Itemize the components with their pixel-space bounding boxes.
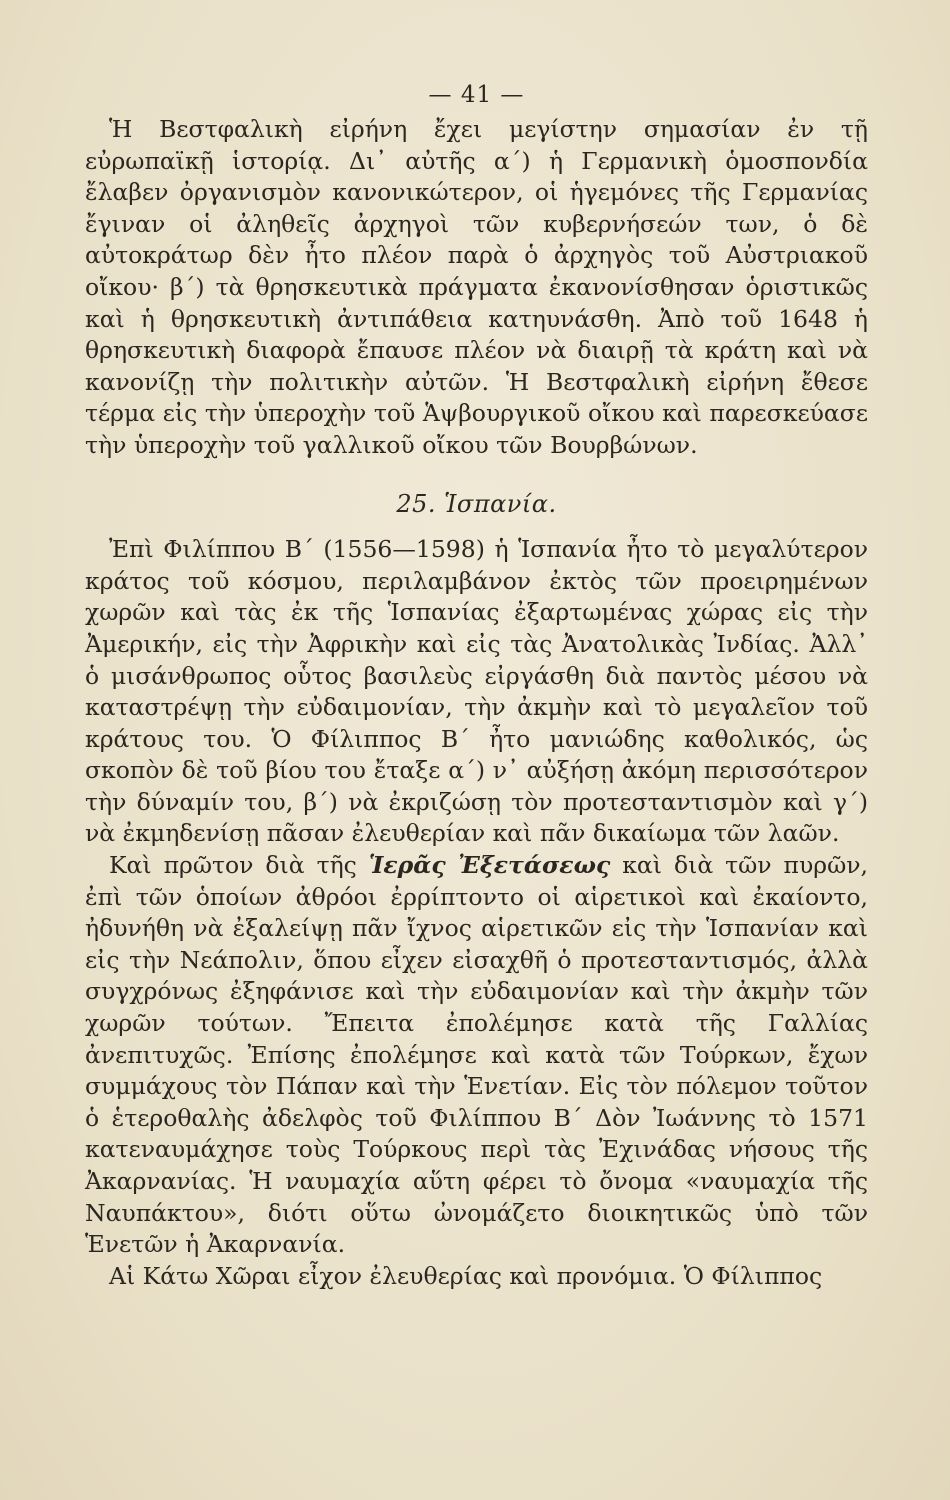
page-number: — 41 — xyxy=(428,82,525,108)
paragraph-inquisition-rest: καὶ διὰ τῶν πυρῶν, ἐπὶ τῶν ὁποίων ἀθρόοι ἐρρίπτοντο οἱ αἱρετικοὶ καὶ ἐκαίοντο, ἠδυνήθη νὰ ἐξαλείψῃ πᾶν ἴχνος αἱρετικῶν εἰς τὴν Ἱσπανίαν καὶ εἰς τὴν Νεάπολιν, ὅπου εἶχεν εἰσαχθῆ ὁ προτεσταντισμός, ἀλλὰ συγχρόνως ἐξηφάνισε καὶ τὴν εὐδαιμονίαν καὶ τὴν ἀκμὴν τῶν χωρῶν τούτων. Ἔπειτα ἐπολέμησε κατὰ τῆς Γαλλίας ἀνεπιτυχῶς. Ἐπίσης ἐπολέμησε καὶ κατὰ τῶν Τούρκων, ἔχων συμμάχους τὸν Πάπαν καὶ τὴν Ἑνετίαν. Εἰς τὸν πόλεμον τοῦτον ὁ ἑτεροθαλὴς ἀδελφὸς τοῦ Φιλίππου Β΄ Δὸν Ἰωάννης τὸ 1571 κατεναυμάχησε τοὺς Τούρκους περὶ τὰς Ἐχινάδας νήσους τῆς Ἀκαρνανίας. Ἡ ναυμαχία αὕτη φέρει τὸ ὄνομα «ναυμαχία τῆς Ναυπάκτου», διότι οὕτω ὠνομάζετο διοικητικῶς ὑπὸ τῶν Ἑνετῶν ἡ Ἀκαρνανία. xyxy=(85,851,869,1259)
section-heading: 25. Ἱσπανία. xyxy=(396,489,557,518)
holy-inquisition-emphasis: Ἱερᾶς Ἐξετάσεως xyxy=(368,851,611,880)
paragraph-philip-ii: Ἐπὶ Φιλίππου Β΄ (1556—1598) ἡ Ἱσπανία ἦτο τὸ μεγαλύτερον κράτος τοῦ κόσμου, περιλαμβάνον ἐκτὸς τῶν προειρημένων χωρῶν καὶ τὰς ἐκ τῆς Ἱσπανίας ἐξαρτωμένας χώρας εἰς τὴν Ἀμερικήν, εἰς τὴν Ἀφρικὴν καὶ εἰς τὰς Ἀνατολικὰς Ἰνδίας. Ἀλλ᾽ ὁ μισάνθρωπος οὗτος βασιλεὺς εἰργάσθη διὰ παντὸς μέσου νὰ καταστρέψῃ τὴν εὐδαιμονίαν, τὴν ἀκμὴν καὶ τὸ μεγαλεῖον τοῦ κράτους του. Ὁ Φίλιππος Β΄ ἦτο μανιώδης καθολικός, ὡς σκοπὸν δὲ τοῦ βίου του ἔταξε α΄) ν᾽ αὐξήσῃ ἀκόμη περισσότερον τὴν δύναμίν του, β΄) νὰ ἐκριζώσῃ τὸν προτεσταντισμὸν καὶ γ΄) νὰ ἐκμηδενίσῃ πᾶσαν ἐλευθερίαν καὶ πᾶν δικαίωμα τῶν λαῶν. xyxy=(85,535,868,848)
paragraph-inquisition xyxy=(85,850,868,1261)
paragraph-low-countries: Αἱ Κάτω Χῶραι εἶχον ἐλευθερίας καὶ προνόμια. Ὁ Φίλιππος xyxy=(109,1261,823,1290)
paragraph-inquisition-start: Καὶ πρῶτον διὰ τῆς xyxy=(109,851,369,880)
paragraph-westphalia: Ἡ Βεστφαλικὴ εἰρήνη ἔχει μεγίστην σημασίαν ἐν τῇ εὐρωπαϊκῇ ἱστορίᾳ. Δι᾽ αὐτῆς α΄) ἡ Γερμανικὴ ὁμοσπονδία ἔλαβεν ὀργανισμὸν κανονικώτερον, οἱ ἡγεμόνες τῆς Γερμανίας ἔγιναν οἱ ἀληθεῖς ἀρχηγοὶ τῶν κυβερνήσεών των, ὁ δὲ αὐτοκράτωρ δὲν ἦτο πλέον παρὰ ὁ ἀρχηγὸς τοῦ Αὐστριακοῦ οἴκου· β΄) τὰ θρησκευτικὰ πράγματα ἐκανονίσθησαν ὁριστικῶς καὶ ἡ θρησκευτικὴ ἀντιπάθεια κατηυνάσθη. Ἀπὸ τοῦ 1648 ἡ θρησκευτικὴ διαφορὰ ἔπαυσε πλέον νὰ διαιρῇ τὰ κράτη καὶ νὰ κανονίζῃ τὴν πολιτικὴν αὐτῶν. Ἡ Βεστφαλικὴ εἰρήνη ἔθεσε τέρμα εἰς τὴν ὑπεροχὴν τοῦ Ἁψβουργικοῦ οἴκου καὶ παρεσκεύασε τὴν ὑπεροχὴν τοῦ γαλλικοῦ οἴκου τῶν Βουρβώνων. xyxy=(85,115,868,459)
